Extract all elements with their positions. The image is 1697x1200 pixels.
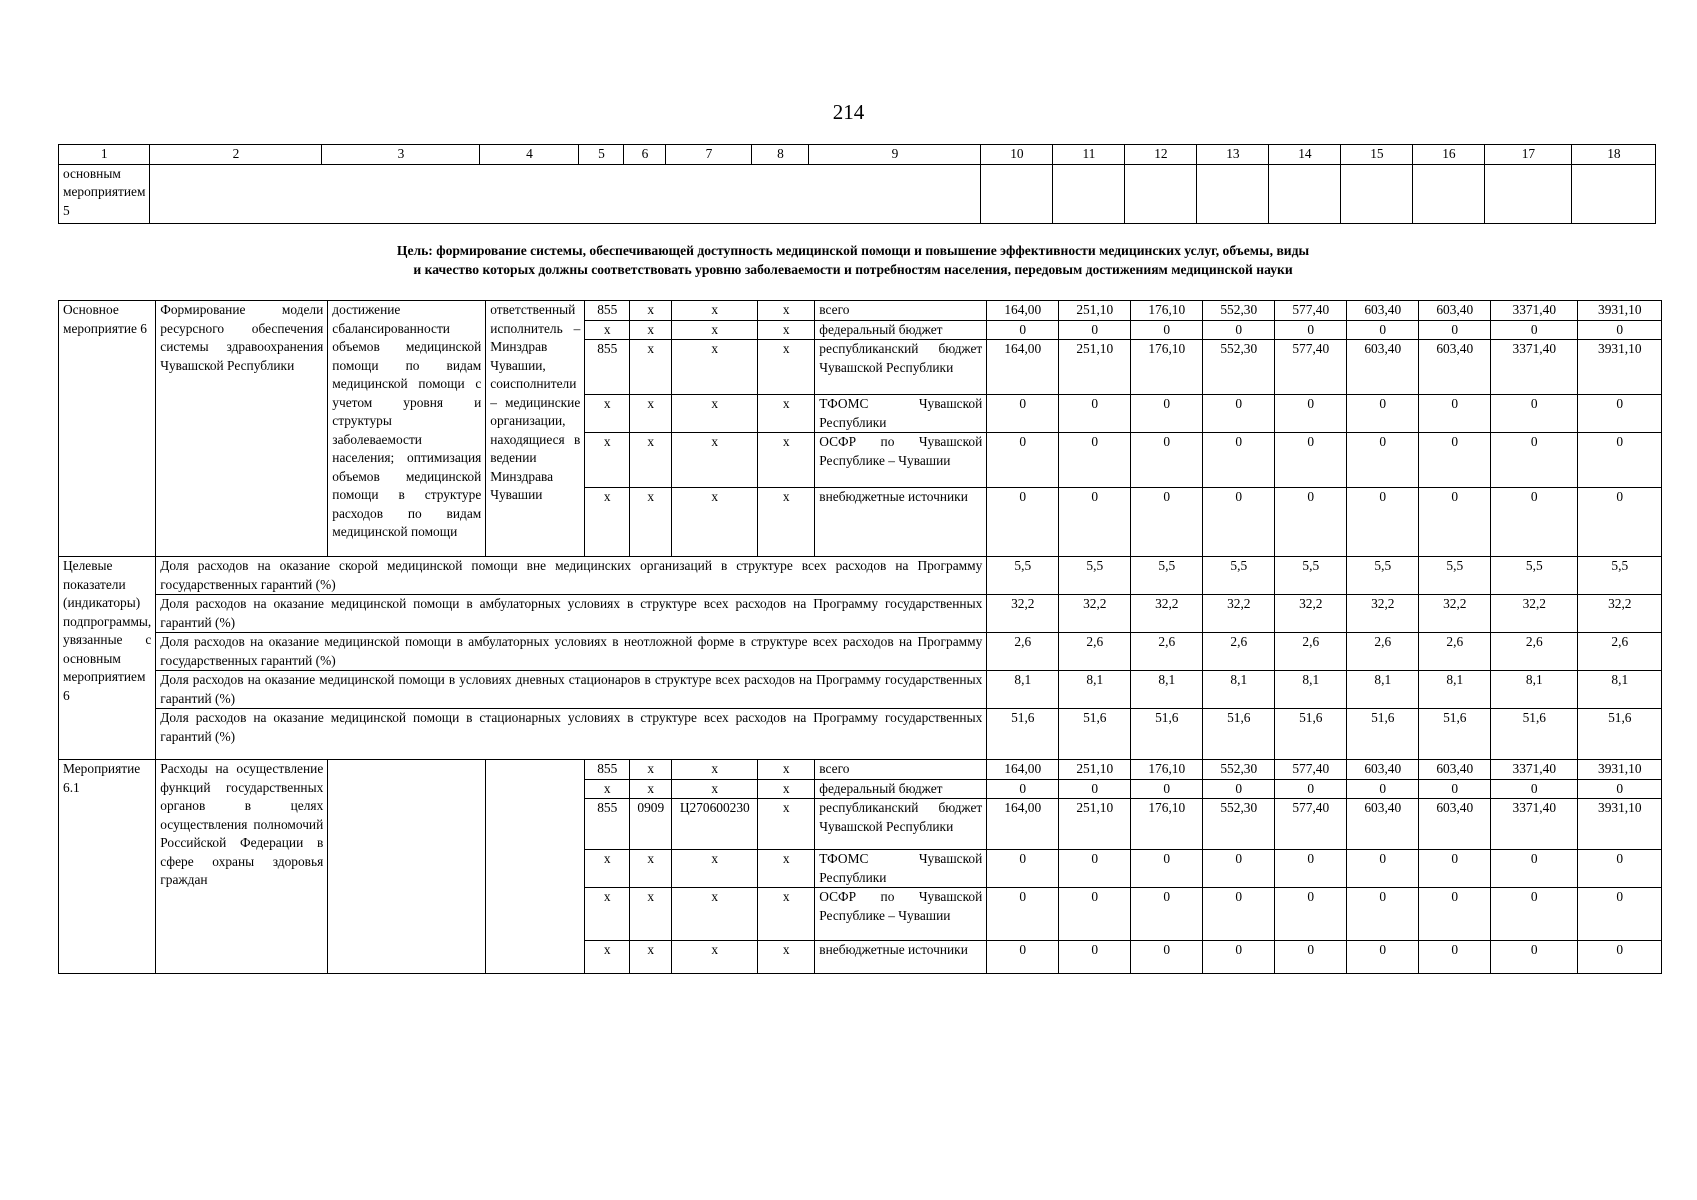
amount-cell: 0 [1203, 779, 1275, 799]
amount-cell: 176,10 [1131, 340, 1203, 395]
amount-cell: 3371,40 [1491, 301, 1578, 321]
code-grbs: x [585, 433, 630, 488]
amount-cell: 603,40 [1347, 799, 1419, 850]
amount-cell: 0 [1131, 320, 1203, 340]
column-number: 16 [1413, 145, 1485, 165]
indicator-value: 51,6 [1203, 709, 1275, 760]
column-number: 5 [579, 145, 624, 165]
expected-result: достижение сбалансированности объемов медицинской помощи по видам медицинской помощи с учетом уровня и структуры заболеваемости населения; оптимизация объемов медицинской помощи в структуре расходов по видам медицинской помощи [328, 301, 486, 557]
code-type: x [758, 888, 815, 941]
column-number: 11 [1053, 145, 1125, 165]
indicator-value: 51,6 [1275, 709, 1347, 760]
amount-cell: 603,40 [1347, 301, 1419, 321]
amount-cell: 3371,40 [1491, 760, 1578, 780]
amount-cell: 0 [1131, 488, 1203, 557]
column-number-row [59, 145, 1656, 165]
goal-heading [58, 242, 1648, 280]
code-target: x [672, 320, 758, 340]
amount-cell: 0 [987, 395, 1059, 433]
indicator-value: 5,5 [1347, 557, 1419, 595]
amount-cell: 0 [1059, 433, 1131, 488]
code-target: x [672, 301, 758, 321]
amount-cell: 0 [1578, 320, 1662, 340]
indicator-value: 51,6 [1578, 709, 1662, 760]
indicator-value: 32,2 [1578, 595, 1662, 633]
indicator-value: 8,1 [1491, 671, 1578, 709]
amount-cell: 0 [1491, 488, 1578, 557]
amount-cell: 3931,10 [1578, 799, 1662, 850]
indicator-value: 2,6 [1059, 633, 1131, 671]
amount-cell: 603,40 [1419, 301, 1491, 321]
column-number: 8 [752, 145, 809, 165]
indicator-value: 2,6 [1419, 633, 1491, 671]
column-number: 7 [666, 145, 752, 165]
amount-cell: 0 [1059, 779, 1131, 799]
indicator-value: 8,1 [1275, 671, 1347, 709]
code-type: x [758, 488, 815, 557]
funding-source: ОСФР по Чувашской Республике – Чувашии [815, 433, 987, 488]
amount-cell: 0 [1203, 488, 1275, 557]
amount-cell: 0 [1578, 850, 1662, 888]
amount-cell: 164,00 [987, 301, 1059, 321]
main-table [58, 300, 1662, 974]
amount-cell: 0 [1578, 779, 1662, 799]
amount-cell: 0 [1275, 433, 1347, 488]
amount-cell: 0 [1059, 888, 1131, 941]
amount-cell: 3371,40 [1491, 340, 1578, 395]
funding-source: республиканский бюджет Чувашской Республики [815, 340, 987, 395]
goal-line-1: Цель: формирование системы, обеспечивающей доступность медицинской помощи и повышение эффективности медицинских услуг, объемы, виды [396, 243, 1310, 258]
finance-row [59, 760, 1662, 780]
amount-cell: 0 [1578, 888, 1662, 941]
amount-cell: 603,40 [1347, 340, 1419, 395]
code-type: x [758, 395, 815, 433]
finance-row [59, 301, 1662, 321]
code-target: x [672, 941, 758, 974]
indicator-value: 51,6 [1131, 709, 1203, 760]
amount-cell: 0 [1347, 488, 1419, 557]
code-target: x [672, 433, 758, 488]
amount-cell: 0 [1203, 941, 1275, 974]
indicator-text: Доля расходов на оказание скорой медицинской помощи вне медицинских организаций в структуре всех расходов на Программу государственных гарантий (%) [156, 557, 987, 595]
funding-source: всего [815, 301, 987, 321]
indicator-value: 5,5 [1419, 557, 1491, 595]
code-section: x [630, 340, 672, 395]
amount-cell: 0 [1131, 850, 1203, 888]
amount-cell: 0 [1578, 395, 1662, 433]
executors: ответственный исполнитель – Минздрав Чувашии, соисполнители – медицинские организации, находящиеся в ведении Минздрава Чувашии [486, 301, 585, 557]
amount-cell: 0 [1275, 488, 1347, 557]
funding-source: ОСФР по Чувашской Республике – Чувашии [815, 888, 987, 941]
amount-cell: 0 [1203, 850, 1275, 888]
funding-source: федеральный бюджет [815, 320, 987, 340]
amount-cell: 251,10 [1059, 799, 1131, 850]
code-type: x [758, 301, 815, 321]
funding-source: федеральный бюджет [815, 779, 987, 799]
indicator-row [59, 557, 1662, 595]
amount-cell: 164,00 [987, 799, 1059, 850]
indicator-value: 2,6 [1491, 633, 1578, 671]
amount-cell: 577,40 [1275, 301, 1347, 321]
code-grbs: x [585, 779, 630, 799]
amount-cell: 0 [1347, 850, 1419, 888]
page-number: 214 [832, 100, 865, 124]
code-type: x [758, 799, 815, 850]
amount-cell: 0 [987, 850, 1059, 888]
indicator-value: 5,5 [1275, 557, 1347, 595]
code-type: x [758, 760, 815, 780]
amount-cell: 0 [1578, 941, 1662, 974]
amount-cell: 164,00 [987, 760, 1059, 780]
amount-cell: 0 [1203, 888, 1275, 941]
continuation-empty [150, 164, 981, 223]
column-number: 12 [1125, 145, 1197, 165]
amount-cell: 176,10 [1131, 301, 1203, 321]
indicator-value: 8,1 [1419, 671, 1491, 709]
indicator-value: 32,2 [1131, 595, 1203, 633]
code-target: x [672, 779, 758, 799]
code-type: x [758, 433, 815, 488]
amount-cell: 0 [987, 941, 1059, 974]
indicator-value: 8,1 [1131, 671, 1203, 709]
indicator-value: 51,6 [1419, 709, 1491, 760]
code-grbs: 855 [585, 799, 630, 850]
amount-cell: 0 [1275, 888, 1347, 941]
funding-source: внебюджетные источники [815, 488, 987, 557]
code-grbs: 855 [585, 340, 630, 395]
indicator-value: 51,6 [1347, 709, 1419, 760]
column-number: 14 [1269, 145, 1341, 165]
amount-cell: 176,10 [1131, 760, 1203, 780]
code-type: x [758, 340, 815, 395]
code-section: x [630, 433, 672, 488]
code-grbs: x [585, 850, 630, 888]
code-section: x [630, 850, 672, 888]
amount-cell: 0 [1491, 888, 1578, 941]
amount-cell: 176,10 [1131, 799, 1203, 850]
amount-cell: 0 [1059, 395, 1131, 433]
header-table [58, 144, 1656, 224]
amount-cell: 0 [1203, 320, 1275, 340]
code-section: x [630, 888, 672, 941]
amount-cell: 552,30 [1203, 301, 1275, 321]
code-section: 0909 [630, 799, 672, 850]
amount-cell: 0 [1347, 433, 1419, 488]
code-target: x [672, 395, 758, 433]
amount-cell: 0 [1275, 779, 1347, 799]
continuation-label: основным мероприятием 5 [59, 164, 150, 223]
amount-cell: 0 [987, 888, 1059, 941]
code-section: x [630, 760, 672, 780]
amount-cell: 0 [1059, 850, 1131, 888]
amount-cell: 552,30 [1203, 760, 1275, 780]
executors [486, 760, 585, 974]
code-grbs: x [585, 488, 630, 557]
amount-cell: 0 [1131, 941, 1203, 974]
indicator-text: Доля расходов на оказание медицинской помощи в амбулаторных условиях в неотложной форме в структуре всех расходов на Программу государственных гарантий (%) [156, 633, 987, 671]
code-type: x [758, 941, 815, 974]
amount-cell: 0 [987, 779, 1059, 799]
column-number: 15 [1341, 145, 1413, 165]
amount-cell: 0 [1203, 433, 1275, 488]
indicator-value: 2,6 [1578, 633, 1662, 671]
amount-cell: 251,10 [1059, 340, 1131, 395]
continuation-row [59, 164, 1656, 223]
indicator-value: 51,6 [1059, 709, 1131, 760]
column-number: 3 [322, 145, 480, 165]
column-number: 4 [480, 145, 579, 165]
event-label: Мероприятие 6.1 [59, 760, 156, 974]
funding-source: всего [815, 760, 987, 780]
indicator-value: 51,6 [987, 709, 1059, 760]
event-label: Основное мероприятие 6 [59, 301, 156, 557]
amount-cell: 0 [987, 433, 1059, 488]
amount-cell: 0 [1491, 433, 1578, 488]
amount-cell: 0 [1419, 320, 1491, 340]
amount-cell: 0 [1578, 488, 1662, 557]
amount-cell: 603,40 [1419, 340, 1491, 395]
code-type: x [758, 850, 815, 888]
column-number: 10 [981, 145, 1053, 165]
indicator-value: 32,2 [1059, 595, 1131, 633]
amount-cell: 0 [1275, 320, 1347, 340]
amount-cell: 603,40 [1419, 760, 1491, 780]
amount-cell: 251,10 [1059, 760, 1131, 780]
amount-cell: 0 [1131, 888, 1203, 941]
amount-cell: 0 [1419, 779, 1491, 799]
amount-cell: 0 [1347, 888, 1419, 941]
amount-cell: 0 [1419, 850, 1491, 888]
indicator-value: 2,6 [1347, 633, 1419, 671]
amount-cell: 164,00 [987, 340, 1059, 395]
amount-cell: 0 [1578, 433, 1662, 488]
indicator-value: 32,2 [987, 595, 1059, 633]
indicator-value: 32,2 [1491, 595, 1578, 633]
column-number: 9 [809, 145, 981, 165]
code-target: x [672, 888, 758, 941]
indicator-value: 32,2 [1275, 595, 1347, 633]
amount-cell: 0 [1491, 320, 1578, 340]
event-name: Формирование модели ресурсного обеспечения системы здравоохранения Чувашской Республики [156, 301, 328, 557]
indicator-value: 5,5 [1578, 557, 1662, 595]
code-section: x [630, 941, 672, 974]
indicator-row [59, 595, 1662, 633]
amount-cell: 552,30 [1203, 799, 1275, 850]
code-type: x [758, 320, 815, 340]
indicator-row [59, 633, 1662, 671]
amount-cell: 577,40 [1275, 799, 1347, 850]
code-grbs: 855 [585, 301, 630, 321]
event-name: Расходы на осуществление функций государственных органов в целях осуществления полномочий Российской Федерации в сфере охраны здоровья граждан [156, 760, 328, 974]
indicator-text: Доля расходов на оказание медицинской помощи в амбулаторных условиях в структуре всех расходов на Программу государственных гарантий (%) [156, 595, 987, 633]
amount-cell: 0 [1491, 850, 1578, 888]
indicator-value: 5,5 [1059, 557, 1131, 595]
indicator-value: 32,2 [1203, 595, 1275, 633]
indicator-value: 51,6 [1491, 709, 1578, 760]
indicator-value: 5,5 [987, 557, 1059, 595]
indicators-label: Целевые показатели (индикаторы) подпрограммы, увязанные с основным мероприятием 6 [59, 557, 156, 760]
indicator-value: 2,6 [1131, 633, 1203, 671]
amount-cell: 0 [987, 320, 1059, 340]
indicator-value: 5,5 [1491, 557, 1578, 595]
amount-cell: 0 [987, 488, 1059, 557]
amount-cell: 0 [1419, 488, 1491, 557]
column-number: 13 [1197, 145, 1269, 165]
amount-cell: 0 [1491, 779, 1578, 799]
column-number: 6 [624, 145, 666, 165]
code-target: x [672, 760, 758, 780]
column-number: 2 [150, 145, 322, 165]
column-number: 17 [1485, 145, 1572, 165]
amount-cell: 0 [1419, 941, 1491, 974]
indicator-row [59, 671, 1662, 709]
amount-cell: 0 [1059, 488, 1131, 557]
column-number: 1 [59, 145, 150, 165]
code-target: x [672, 850, 758, 888]
indicator-value: 5,5 [1203, 557, 1275, 595]
amount-cell: 577,40 [1275, 340, 1347, 395]
amount-cell: 0 [1059, 320, 1131, 340]
indicator-text: Доля расходов на оказание медицинской помощи в стационарных условиях в структуре всех расходов на Программу государственных гарантий (%) [156, 709, 987, 760]
amount-cell: 3931,10 [1578, 760, 1662, 780]
code-section: x [630, 301, 672, 321]
amount-cell: 0 [1419, 433, 1491, 488]
amount-cell: 3931,10 [1578, 340, 1662, 395]
code-grbs: x [585, 320, 630, 340]
code-section: x [630, 320, 672, 340]
funding-source: внебюджетные источники [815, 941, 987, 974]
code-grbs: x [585, 888, 630, 941]
expected-result [328, 760, 486, 974]
amount-cell: 0 [1275, 850, 1347, 888]
code-grbs: x [585, 941, 630, 974]
indicator-value: 8,1 [1347, 671, 1419, 709]
code-section: x [630, 779, 672, 799]
amount-cell: 3931,10 [1578, 301, 1662, 321]
amount-cell: 0 [1275, 395, 1347, 433]
amount-cell: 603,40 [1419, 799, 1491, 850]
amount-cell: 0 [1347, 395, 1419, 433]
code-section: x [630, 395, 672, 433]
indicator-text: Доля расходов на оказание медицинской помощи в условиях дневных стационаров в структуре всех расходов на Программу государственных гарантий (%) [156, 671, 987, 709]
amount-cell: 577,40 [1275, 760, 1347, 780]
indicator-value: 2,6 [987, 633, 1059, 671]
code-grbs: x [585, 395, 630, 433]
amount-cell: 0 [1491, 395, 1578, 433]
amount-cell: 0 [1059, 941, 1131, 974]
amount-cell: 0 [1131, 395, 1203, 433]
indicator-value: 32,2 [1347, 595, 1419, 633]
code-type: x [758, 779, 815, 799]
indicator-value: 8,1 [1203, 671, 1275, 709]
indicator-value: 32,2 [1419, 595, 1491, 633]
indicator-value: 8,1 [1578, 671, 1662, 709]
indicator-value: 8,1 [987, 671, 1059, 709]
amount-cell: 251,10 [1059, 301, 1131, 321]
amount-cell: 0 [1131, 779, 1203, 799]
amount-cell: 0 [1131, 433, 1203, 488]
funding-source: республиканский бюджет Чувашской Республики [815, 799, 987, 850]
funding-source: ТФОМС Чувашской Республики [815, 850, 987, 888]
amount-cell: 0 [1347, 779, 1419, 799]
code-target: x [672, 340, 758, 395]
amount-cell: 0 [1491, 941, 1578, 974]
goal-line-2: и качество которых должны соответствовать уровню заболеваемости и потребностям населения, передовым достижениям медицинской науки [413, 261, 1293, 277]
amount-cell: 0 [1203, 395, 1275, 433]
code-target: Ц270600230 [672, 799, 758, 850]
code-target: x [672, 488, 758, 557]
amount-cell: 0 [1419, 888, 1491, 941]
amount-cell: 0 [1347, 320, 1419, 340]
indicator-value: 8,1 [1059, 671, 1131, 709]
code-grbs: 855 [585, 760, 630, 780]
indicator-value: 5,5 [1131, 557, 1203, 595]
indicator-value: 2,6 [1203, 633, 1275, 671]
funding-source: ТФОМС Чувашской Республики [815, 395, 987, 433]
amount-cell: 552,30 [1203, 340, 1275, 395]
indicator-row [59, 709, 1662, 760]
amount-cell: 0 [1347, 941, 1419, 974]
code-section: x [630, 488, 672, 557]
amount-cell: 0 [1275, 941, 1347, 974]
amount-cell: 3371,40 [1491, 799, 1578, 850]
indicator-value: 2,6 [1275, 633, 1347, 671]
amount-cell: 603,40 [1347, 760, 1419, 780]
column-number: 18 [1572, 145, 1656, 165]
amount-cell: 0 [1419, 395, 1491, 433]
